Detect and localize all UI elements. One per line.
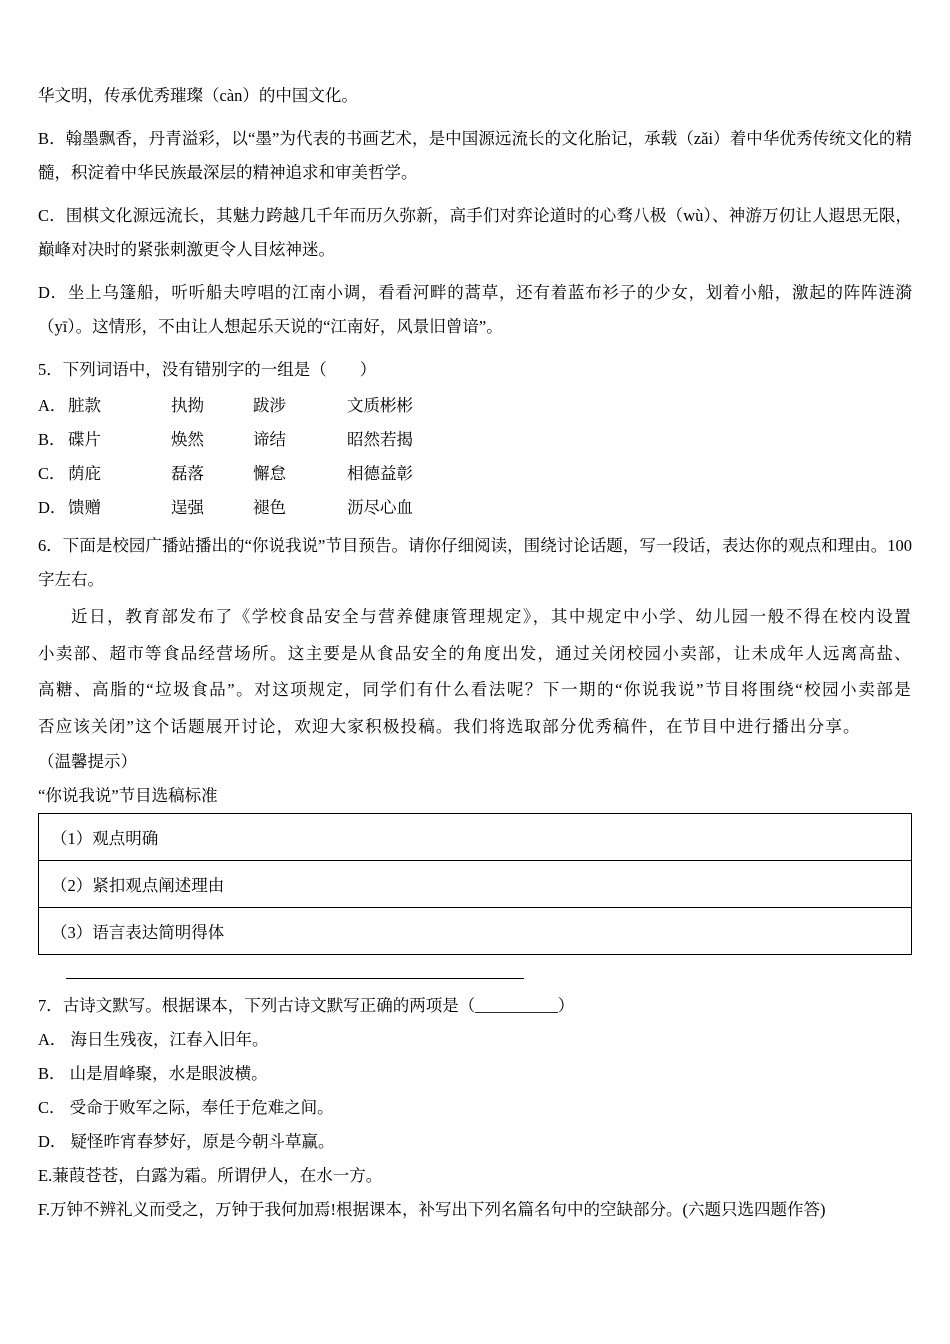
word-item: 焕然 [171, 430, 204, 449]
word-item: 文质彬彬 [347, 396, 413, 415]
q5-option-row-b [38, 423, 912, 457]
q5-option-row-a [38, 389, 912, 423]
word-item: 相德益彰 [347, 464, 413, 483]
word-item: 昭然若揭 [347, 430, 413, 449]
criteria-cell: （2）紧扣观点阐述理由 [39, 861, 912, 908]
criteria-row [39, 908, 912, 955]
question-7-option-d: D． 疑怪昨宵春梦好，原是今朝斗草赢。 [38, 1132, 335, 1151]
option-letter: A． [38, 396, 67, 415]
question-7-option-f: F.万钟不辨礼义而受之，万钟于我何加焉!根据课本，补写出下列名篇名句中的空缺部分。(六题只选四题作答) [38, 1200, 826, 1219]
question-7-option-b: B． 山是眉峰聚，水是眼波横。 [38, 1064, 268, 1083]
word-item: 懈怠 [253, 464, 286, 483]
question-4-option-d: D．坐上乌篷船，听听船夫哼唱的江南小调，看看河畔的蒿草，还有着蓝布衫子的少女，划着小船，激起的阵阵涟漪（yī）。这情形，不由让人想起乐天说的“江南好，风景旧曾谙”。 [38, 283, 912, 336]
option-letter: C． [38, 464, 66, 483]
question-4-option-c: C．围棋文化源远流长，其魅力跨越几千年而历久弥新，高手们对弈论道时的心骛八极（wù）、神游万仞让人遐思无限，巅峰对决时的紧张刺激更令人目炫神迷。 [38, 206, 912, 259]
word-item: 脏款 [68, 396, 101, 415]
word-item: 谛结 [253, 430, 286, 449]
question-7-option-c: C． 受命于败军之际，奉任于危难之间。 [38, 1098, 334, 1117]
question-7-option-e: E.蒹葭苍苍，白露为霜。所谓伊人，在水一方。 [38, 1166, 383, 1185]
question-5-stem: 5．下列词语中，没有错别字的一组是（ ） [38, 360, 377, 379]
word-item: 馈赠 [68, 498, 101, 517]
question-4-option-b: B．翰墨飘香，丹青溢彩，以“墨”为代表的书画艺术，是中国源远流长的文化胎记，承载（zǎi）着中华优秀传统文化的精髓，积淀着中华民族最深层的精神追求和审美哲学。 [38, 129, 912, 182]
question-7-stem: 7．古诗文默写。根据课本，下列古诗文默写正确的两项是（__________） [38, 996, 575, 1015]
question-4-option-a-continuation: 华文明，传承优秀璀璨（càn）的中国文化。 [38, 86, 358, 105]
question-6-stem: 6．下面是校园广播站播出的“你说我说”节目预告。请你仔细阅读，围绕讨论话题，写一段话，表达你的观点和理由。100字左右。 [38, 536, 912, 589]
criteria-table [38, 813, 912, 955]
word-item: 跋涉 [253, 396, 286, 415]
criteria-title: “你说我说”节目选稿标准 [38, 786, 218, 805]
criteria-cell: （1）观点明确 [39, 814, 912, 861]
tip-label: （温馨提示） [38, 752, 137, 771]
word-item: 执拗 [171, 396, 204, 415]
option-letter: B． [38, 430, 66, 449]
question-7-option-a: A． 海日生残夜，江春入旧年。 [38, 1030, 269, 1049]
question-6-passage: 近日，教育部发布了《学校食品安全与营养健康管理规定》，其中规定中小学、幼儿园一般不得在校内设置小卖部、超市等食品经营场所。这主要是从食品安全的角度出发，通过关闭校园小卖部，让未成年人远离高盐、高糖、高脂的“垃圾食品”。对这项规定，同学们有什么看法呢？下一期的“你说我说”节目将围绕“校园小卖部是否应该关闭”这个话题展开讨论，欢迎大家积极投稿。我们将选取部分优秀稿件，在节目中进行播出分享。 [38, 607, 912, 736]
q5-option-row-d [38, 491, 912, 525]
option-letter: D． [38, 498, 67, 517]
criteria-row [39, 861, 912, 908]
word-item: 逞强 [171, 498, 204, 517]
criteria-cell: （3）语言表达简明得体 [39, 908, 912, 955]
answer-blank-line [66, 971, 524, 979]
q5-option-row-c [38, 457, 912, 491]
word-item: 褪色 [253, 498, 286, 517]
word-item: 沥尽心血 [347, 498, 413, 517]
word-item: 碟片 [68, 430, 101, 449]
criteria-row [39, 814, 912, 861]
word-item: 荫庇 [68, 464, 101, 483]
word-item: 磊落 [171, 464, 204, 483]
